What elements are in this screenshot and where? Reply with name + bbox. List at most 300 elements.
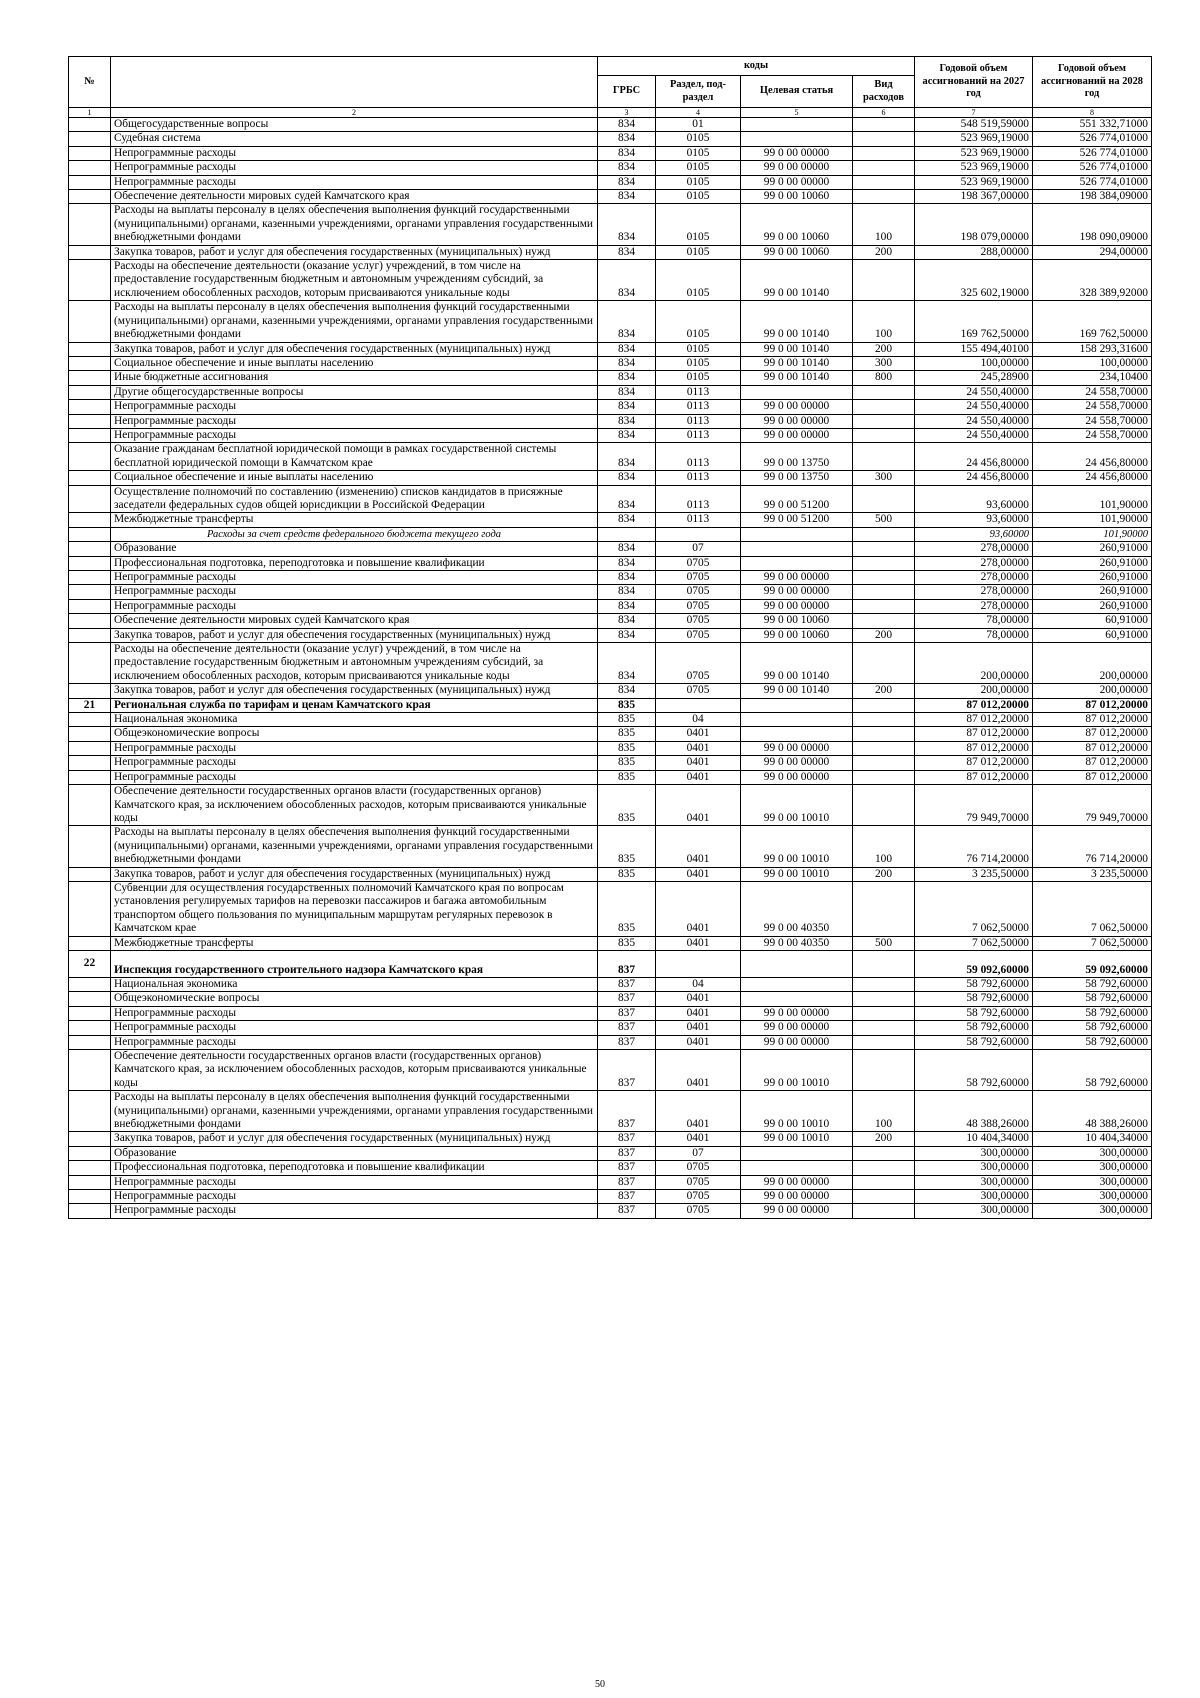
row-name: Осуществление полномочий по составлению (изменению) списков кандидатов в присяжные заседатели федеральных судов общей юрисдикции в Российской Федерации: [111, 485, 598, 513]
row-amount-2027: 24 550,40000: [915, 400, 1033, 414]
row-section: 0705: [656, 614, 741, 628]
row-name: Непрограммные расходы: [111, 428, 598, 442]
row-grbs: 834: [598, 684, 656, 698]
table-row: [69, 428, 1152, 442]
header-grbs: ГРБС: [598, 76, 656, 108]
table-row: [69, 175, 1152, 189]
row-amount-2027: 278,00000: [915, 571, 1033, 585]
row-expense-type: [853, 385, 915, 399]
row-grbs: 834: [598, 443, 656, 471]
table-row: [69, 1146, 1152, 1160]
row-amount-2027: 523 969,19000: [915, 132, 1033, 146]
row-amount-2027: 278,00000: [915, 556, 1033, 570]
row-grbs: 834: [598, 161, 656, 175]
row-grbs: 834: [598, 245, 656, 259]
row-name: Непрограммные расходы: [111, 770, 598, 784]
table-row: [69, 301, 1152, 342]
row-grbs: 835: [598, 867, 656, 881]
row-expense-type: [853, 614, 915, 628]
row-amount-2027: 278,00000: [915, 585, 1033, 599]
row-target-item: [741, 1146, 853, 1160]
row-section: 0401: [656, 1050, 741, 1091]
row-name: Непрограммные расходы: [111, 1035, 598, 1049]
row-grbs: 834: [598, 132, 656, 146]
row-grbs: 834: [598, 471, 656, 485]
row-grbs: 835: [598, 826, 656, 867]
row-section: 0401: [656, 992, 741, 1006]
row-number: [69, 356, 111, 370]
table-row: [69, 867, 1152, 881]
row-number: [69, 571, 111, 585]
row-number: [69, 400, 111, 414]
row-section: 0705: [656, 628, 741, 642]
row-amount-2027: 87 012,20000: [915, 727, 1033, 741]
row-section: 0401: [656, 1132, 741, 1146]
table-row: [69, 1035, 1152, 1049]
row-amount-2027: 300,00000: [915, 1146, 1033, 1160]
row-grbs: 835: [598, 756, 656, 770]
row-expense-type: [853, 977, 915, 991]
row-number: [69, 727, 111, 741]
row-grbs: 834: [598, 571, 656, 585]
header-year-2027: Годовой объем ассигнований на 2027 год: [915, 57, 1033, 108]
row-section: [656, 950, 741, 977]
row-number: [69, 342, 111, 356]
row-grbs: 834: [598, 371, 656, 385]
row-amount-2028: 60,91000: [1033, 628, 1152, 642]
row-name: Общегосударственные вопросы: [111, 118, 598, 132]
row-target-item: 99 0 00 10060: [741, 245, 853, 259]
row-amount-2027: 245,28900: [915, 371, 1033, 385]
row-section: 0113: [656, 400, 741, 414]
row-target-item: 99 0 00 00000: [741, 1006, 853, 1020]
table-row: [69, 770, 1152, 784]
row-target-item: [741, 950, 853, 977]
row-amount-2028: 328 389,92000: [1033, 260, 1152, 301]
row-section: [656, 527, 741, 541]
row-number: [69, 204, 111, 245]
row-grbs: 835: [598, 713, 656, 727]
row-name: Непрограммные расходы: [111, 1021, 598, 1035]
row-amount-2028: 60,91000: [1033, 614, 1152, 628]
row-expense-type: 100: [853, 1091, 915, 1132]
row-section: 0113: [656, 513, 741, 527]
row-amount-2028: 48 388,26000: [1033, 1091, 1152, 1132]
row-name: Другие общегосударственные вопросы: [111, 385, 598, 399]
row-name: Оказание гражданам бесплатной юридической помощи в рамках государственной системы бесплатной юридической помощи в Камчатском крае: [111, 443, 598, 471]
row-expense-type: 200: [853, 1132, 915, 1146]
row-grbs: 834: [598, 643, 656, 684]
row-expense-type: [853, 1035, 915, 1049]
row-amount-2028: 87 012,20000: [1033, 756, 1152, 770]
row-grbs: 834: [598, 585, 656, 599]
row-name: Закупка товаров, работ и услуг для обеспечения государственных (муниципальных) нужд: [111, 867, 598, 881]
row-grbs: 835: [598, 785, 656, 826]
row-target-item: 99 0 00 10140: [741, 684, 853, 698]
row-target-item: [741, 385, 853, 399]
row-expense-type: [853, 1190, 915, 1204]
row-section: 0401: [656, 826, 741, 867]
row-section: 0705: [656, 1190, 741, 1204]
row-number: [69, 1161, 111, 1175]
row-number: [69, 1035, 111, 1049]
row-number: [69, 260, 111, 301]
page-number: 50: [595, 1679, 605, 1690]
row-target-item: 99 0 00 10140: [741, 301, 853, 342]
table-row: [69, 245, 1152, 259]
row-amount-2027: 48 388,26000: [915, 1091, 1033, 1132]
row-amount-2028: 526 774,01000: [1033, 146, 1152, 160]
row-target-item: [741, 977, 853, 991]
row-name: Расходы на обеспечение деятельности (оказание услуг) учреждений, в том числе на предоставление государственным бюджетным и автономным учреждениям субсидий, за исключением обособленных расходов, которым присваиваются уникальные коды: [111, 643, 598, 684]
row-amount-2028: 100,00000: [1033, 356, 1152, 370]
row-target-item: 99 0 00 10140: [741, 260, 853, 301]
row-amount-2027: 78,00000: [915, 628, 1033, 642]
table-row: [69, 684, 1152, 698]
row-target-item: [741, 527, 853, 541]
budget-table: [68, 56, 1152, 1219]
row-expense-type: [853, 1006, 915, 1020]
row-number: [69, 542, 111, 556]
row-name: Непрограммные расходы: [111, 1175, 598, 1189]
row-expense-type: 200: [853, 628, 915, 642]
row-name: Закупка товаров, работ и услуг для обеспечения государственных (муниципальных) нужд: [111, 245, 598, 259]
row-grbs: 834: [598, 485, 656, 513]
table-row: [69, 513, 1152, 527]
row-name: Расходы на выплаты персоналу в целях обеспечения выполнения функций государственными (муниципальными) органами, казенными учреждениями, органами управления государственными внебюджетными фондами: [111, 1091, 598, 1132]
row-amount-2027: 325 602,19000: [915, 260, 1033, 301]
row-amount-2027: 198 079,00000: [915, 204, 1033, 245]
row-grbs: 834: [598, 146, 656, 160]
row-amount-2028: 87 012,20000: [1033, 698, 1152, 712]
row-section: 0113: [656, 471, 741, 485]
row-expense-type: [853, 1021, 915, 1035]
row-grbs: 835: [598, 698, 656, 712]
row-number: [69, 1190, 111, 1204]
table-row: [69, 471, 1152, 485]
row-target-item: [741, 556, 853, 570]
row-grbs: 834: [598, 190, 656, 204]
row-name: Межбюджетные трансферты: [111, 936, 598, 950]
row-section: 0401: [656, 1091, 741, 1132]
row-amount-2028: 87 012,20000: [1033, 770, 1152, 784]
row-section: 0401: [656, 1021, 741, 1035]
row-amount-2027: 278,00000: [915, 542, 1033, 556]
row-expense-type: 200: [853, 245, 915, 259]
row-target-item: 99 0 00 00000: [741, 414, 853, 428]
row-expense-type: 200: [853, 342, 915, 356]
row-amount-2027: 24 550,40000: [915, 414, 1033, 428]
row-number: [69, 301, 111, 342]
row-name: Непрограммные расходы: [111, 741, 598, 755]
row-name: Профессиональная подготовка, переподготовка и повышение квалификации: [111, 1161, 598, 1175]
row-number: [69, 785, 111, 826]
table-row: [69, 260, 1152, 301]
row-amount-2028: 200,00000: [1033, 643, 1152, 684]
row-number: [69, 485, 111, 513]
row-section: 0105: [656, 146, 741, 160]
row-amount-2027: 7 062,50000: [915, 936, 1033, 950]
table-row: [69, 1050, 1152, 1091]
row-target-item: 99 0 00 10010: [741, 1091, 853, 1132]
row-target-item: 99 0 00 40350: [741, 936, 853, 950]
row-number: [69, 190, 111, 204]
row-amount-2027: 76 714,20000: [915, 826, 1033, 867]
table-row: [69, 881, 1152, 936]
row-grbs: 834: [598, 614, 656, 628]
row-amount-2028: 24 558,70000: [1033, 428, 1152, 442]
header-codes: коды: [598, 57, 915, 76]
row-amount-2027: 24 550,40000: [915, 428, 1033, 442]
row-amount-2027: 24 550,40000: [915, 385, 1033, 399]
table-row: [69, 443, 1152, 471]
row-name: Образование: [111, 542, 598, 556]
row-target-item: 99 0 00 00000: [741, 1035, 853, 1049]
row-expense-type: 800: [853, 371, 915, 385]
row-number: [69, 741, 111, 755]
row-expense-type: [853, 727, 915, 741]
row-section: 0401: [656, 881, 741, 936]
row-grbs: 837: [598, 1161, 656, 1175]
row-number: [69, 371, 111, 385]
row-expense-type: 200: [853, 867, 915, 881]
row-grbs: 837: [598, 1204, 656, 1218]
row-target-item: [741, 132, 853, 146]
row-section: 0105: [656, 301, 741, 342]
row-expense-type: 100: [853, 204, 915, 245]
column-number: 7: [915, 108, 1033, 118]
row-section: 0705: [656, 684, 741, 698]
header-number: №: [69, 57, 111, 108]
row-expense-type: [853, 599, 915, 613]
table-row: [69, 1190, 1152, 1204]
row-section: 0105: [656, 175, 741, 189]
row-expense-type: [853, 556, 915, 570]
row-name: Обеспечение деятельности государственных органов власти (государственных органов) Камчатского края, за исключением обособленных расходов, которым присваиваются уникальные коды: [111, 1050, 598, 1091]
row-amount-2028: 300,00000: [1033, 1204, 1152, 1218]
table-row: [69, 585, 1152, 599]
row-expense-type: [853, 585, 915, 599]
row-number: [69, 556, 111, 570]
table-row: [69, 571, 1152, 585]
row-number: [69, 1132, 111, 1146]
row-grbs: 834: [598, 400, 656, 414]
row-grbs: [598, 527, 656, 541]
row-target-item: 99 0 00 00000: [741, 428, 853, 442]
table-row: [69, 204, 1152, 245]
row-amount-2028: 101,90000: [1033, 513, 1152, 527]
table-row: [69, 1161, 1152, 1175]
row-number: [69, 992, 111, 1006]
row-expense-type: [853, 400, 915, 414]
row-grbs: 835: [598, 936, 656, 950]
row-number: [69, 936, 111, 950]
row-target-item: [741, 118, 853, 132]
table-row: [69, 1132, 1152, 1146]
table-row: [69, 936, 1152, 950]
row-expense-type: 500: [853, 513, 915, 527]
row-grbs: 837: [598, 1035, 656, 1049]
row-target-item: 99 0 00 10140: [741, 356, 853, 370]
row-target-item: 99 0 00 00000: [741, 756, 853, 770]
row-number: [69, 977, 111, 991]
table-row: [69, 643, 1152, 684]
row-name: Закупка товаров, работ и услуг для обеспечения государственных (муниципальных) нужд: [111, 342, 598, 356]
table-row: [69, 977, 1152, 991]
row-target-item: 99 0 00 00000: [741, 571, 853, 585]
row-amount-2028: 294,00000: [1033, 245, 1152, 259]
table-row: [69, 698, 1152, 712]
row-amount-2028: 260,91000: [1033, 571, 1152, 585]
row-amount-2027: 58 792,60000: [915, 977, 1033, 991]
row-number: [69, 599, 111, 613]
row-name: Общеэкономические вопросы: [111, 992, 598, 1006]
row-expense-type: [853, 1175, 915, 1189]
row-expense-type: [853, 146, 915, 160]
row-expense-type: [853, 785, 915, 826]
row-amount-2028: 260,91000: [1033, 585, 1152, 599]
row-grbs: 837: [598, 1132, 656, 1146]
row-target-item: 99 0 00 13750: [741, 443, 853, 471]
row-amount-2028: 58 792,60000: [1033, 1050, 1152, 1091]
row-amount-2027: 87 012,20000: [915, 756, 1033, 770]
row-amount-2027: 300,00000: [915, 1161, 1033, 1175]
row-amount-2027: 59 092,60000: [915, 950, 1033, 977]
row-amount-2028: 24 456,80000: [1033, 471, 1152, 485]
row-amount-2027: 78,00000: [915, 614, 1033, 628]
row-target-item: 99 0 00 00000: [741, 770, 853, 784]
row-number: [69, 770, 111, 784]
row-grbs: 834: [598, 118, 656, 132]
row-amount-2028: 526 774,01000: [1033, 132, 1152, 146]
row-grbs: 837: [598, 1006, 656, 1020]
header-expense-type: Вид расходов: [853, 76, 915, 108]
row-section: 0705: [656, 1175, 741, 1189]
row-amount-2027: 93,60000: [915, 527, 1033, 541]
row-amount-2028: 87 012,20000: [1033, 741, 1152, 755]
row-target-item: [741, 727, 853, 741]
row-number: [69, 428, 111, 442]
row-amount-2028: 234,10400: [1033, 371, 1152, 385]
row-amount-2027: 3 235,50000: [915, 867, 1033, 881]
column-number: 6: [853, 108, 915, 118]
row-number: [69, 175, 111, 189]
row-grbs: 837: [598, 1146, 656, 1160]
row-section: 0105: [656, 161, 741, 175]
header-name: [111, 57, 598, 108]
row-grbs: 835: [598, 741, 656, 755]
row-section: 0705: [656, 556, 741, 570]
row-name: Расходы на выплаты персоналу в целях обеспечения выполнения функций государственными (муниципальными) органами, казенными учреждениями, органами управления государственными внебюджетными фондами: [111, 301, 598, 342]
row-number: [69, 414, 111, 428]
row-amount-2028: 300,00000: [1033, 1175, 1152, 1189]
table-row: [69, 756, 1152, 770]
row-section: 04: [656, 977, 741, 991]
row-number: 22: [69, 950, 111, 977]
row-expense-type: [853, 571, 915, 585]
row-grbs: 834: [598, 414, 656, 428]
row-name: Непрограммные расходы: [111, 756, 598, 770]
row-name: Профессиональная подготовка, переподготовка и повышение квалификации: [111, 556, 598, 570]
row-name: Непрограммные расходы: [111, 414, 598, 428]
table-row: [69, 556, 1152, 570]
row-number: [69, 527, 111, 541]
row-name: Непрограммные расходы: [111, 161, 598, 175]
table-row: [69, 485, 1152, 513]
row-amount-2027: 58 792,60000: [915, 1035, 1033, 1049]
row-amount-2028: 58 792,60000: [1033, 1006, 1152, 1020]
row-grbs: 837: [598, 1175, 656, 1189]
row-amount-2028: 58 792,60000: [1033, 992, 1152, 1006]
table-row: [69, 371, 1152, 385]
row-grbs: 834: [598, 385, 656, 399]
row-number: [69, 443, 111, 471]
row-expense-type: [853, 950, 915, 977]
table-body: [69, 118, 1152, 1219]
row-amount-2028: 101,90000: [1033, 485, 1152, 513]
row-amount-2028: 260,91000: [1033, 556, 1152, 570]
row-amount-2027: 155 494,40100: [915, 342, 1033, 356]
row-amount-2028: 24 558,70000: [1033, 414, 1152, 428]
row-target-item: [741, 542, 853, 556]
row-name: Непрограммные расходы: [111, 1190, 598, 1204]
row-amount-2028: 3 235,50000: [1033, 867, 1152, 881]
row-expense-type: 300: [853, 471, 915, 485]
row-grbs: 834: [598, 301, 656, 342]
row-section: 0113: [656, 443, 741, 471]
row-number: [69, 1091, 111, 1132]
row-expense-type: [853, 713, 915, 727]
row-amount-2028: 76 714,20000: [1033, 826, 1152, 867]
row-amount-2028: 526 774,01000: [1033, 161, 1152, 175]
row-amount-2027: 100,00000: [915, 356, 1033, 370]
row-amount-2028: 7 062,50000: [1033, 881, 1152, 936]
row-amount-2027: 87 012,20000: [915, 741, 1033, 755]
row-number: [69, 684, 111, 698]
row-name: Расходы на обеспечение деятельности (оказание услуг) учреждений, в том числе на предоставление государственным бюджетным и автономным учреждениям субсидий, за исключением обособленных расходов, которым присваиваются уникальные коды: [111, 260, 598, 301]
row-amount-2027: 58 792,60000: [915, 1006, 1033, 1020]
row-section: 0401: [656, 785, 741, 826]
row-expense-type: [853, 161, 915, 175]
row-number: [69, 513, 111, 527]
row-expense-type: [853, 770, 915, 784]
row-amount-2028: 7 062,50000: [1033, 936, 1152, 950]
row-section: 0401: [656, 1035, 741, 1049]
column-number: 8: [1033, 108, 1152, 118]
row-amount-2027: 93,60000: [915, 485, 1033, 513]
row-number: [69, 245, 111, 259]
row-amount-2027: 523 969,19000: [915, 161, 1033, 175]
row-amount-2027: 24 456,80000: [915, 471, 1033, 485]
row-target-item: 99 0 00 10060: [741, 628, 853, 642]
row-expense-type: [853, 527, 915, 541]
table-row: [69, 1204, 1152, 1218]
table-row: [69, 628, 1152, 642]
row-target-item: 99 0 00 00000: [741, 585, 853, 599]
row-amount-2027: 58 792,60000: [915, 1050, 1033, 1091]
row-number: [69, 1204, 111, 1218]
row-section: 01: [656, 118, 741, 132]
row-name: Непрограммные расходы: [111, 400, 598, 414]
row-name: Общеэкономические вопросы: [111, 727, 598, 741]
row-amount-2028: 260,91000: [1033, 542, 1152, 556]
row-grbs: 834: [598, 599, 656, 613]
row-target-item: 99 0 00 10010: [741, 867, 853, 881]
row-target-item: 99 0 00 10010: [741, 826, 853, 867]
row-name: Расходы на выплаты персоналу в целях обеспечения выполнения функций государственными (муниципальными) органами, казенными учреждениями, органами управления государственными внебюджетными фондами: [111, 204, 598, 245]
row-expense-type: [853, 1050, 915, 1091]
row-amount-2028: 198 384,09000: [1033, 190, 1152, 204]
